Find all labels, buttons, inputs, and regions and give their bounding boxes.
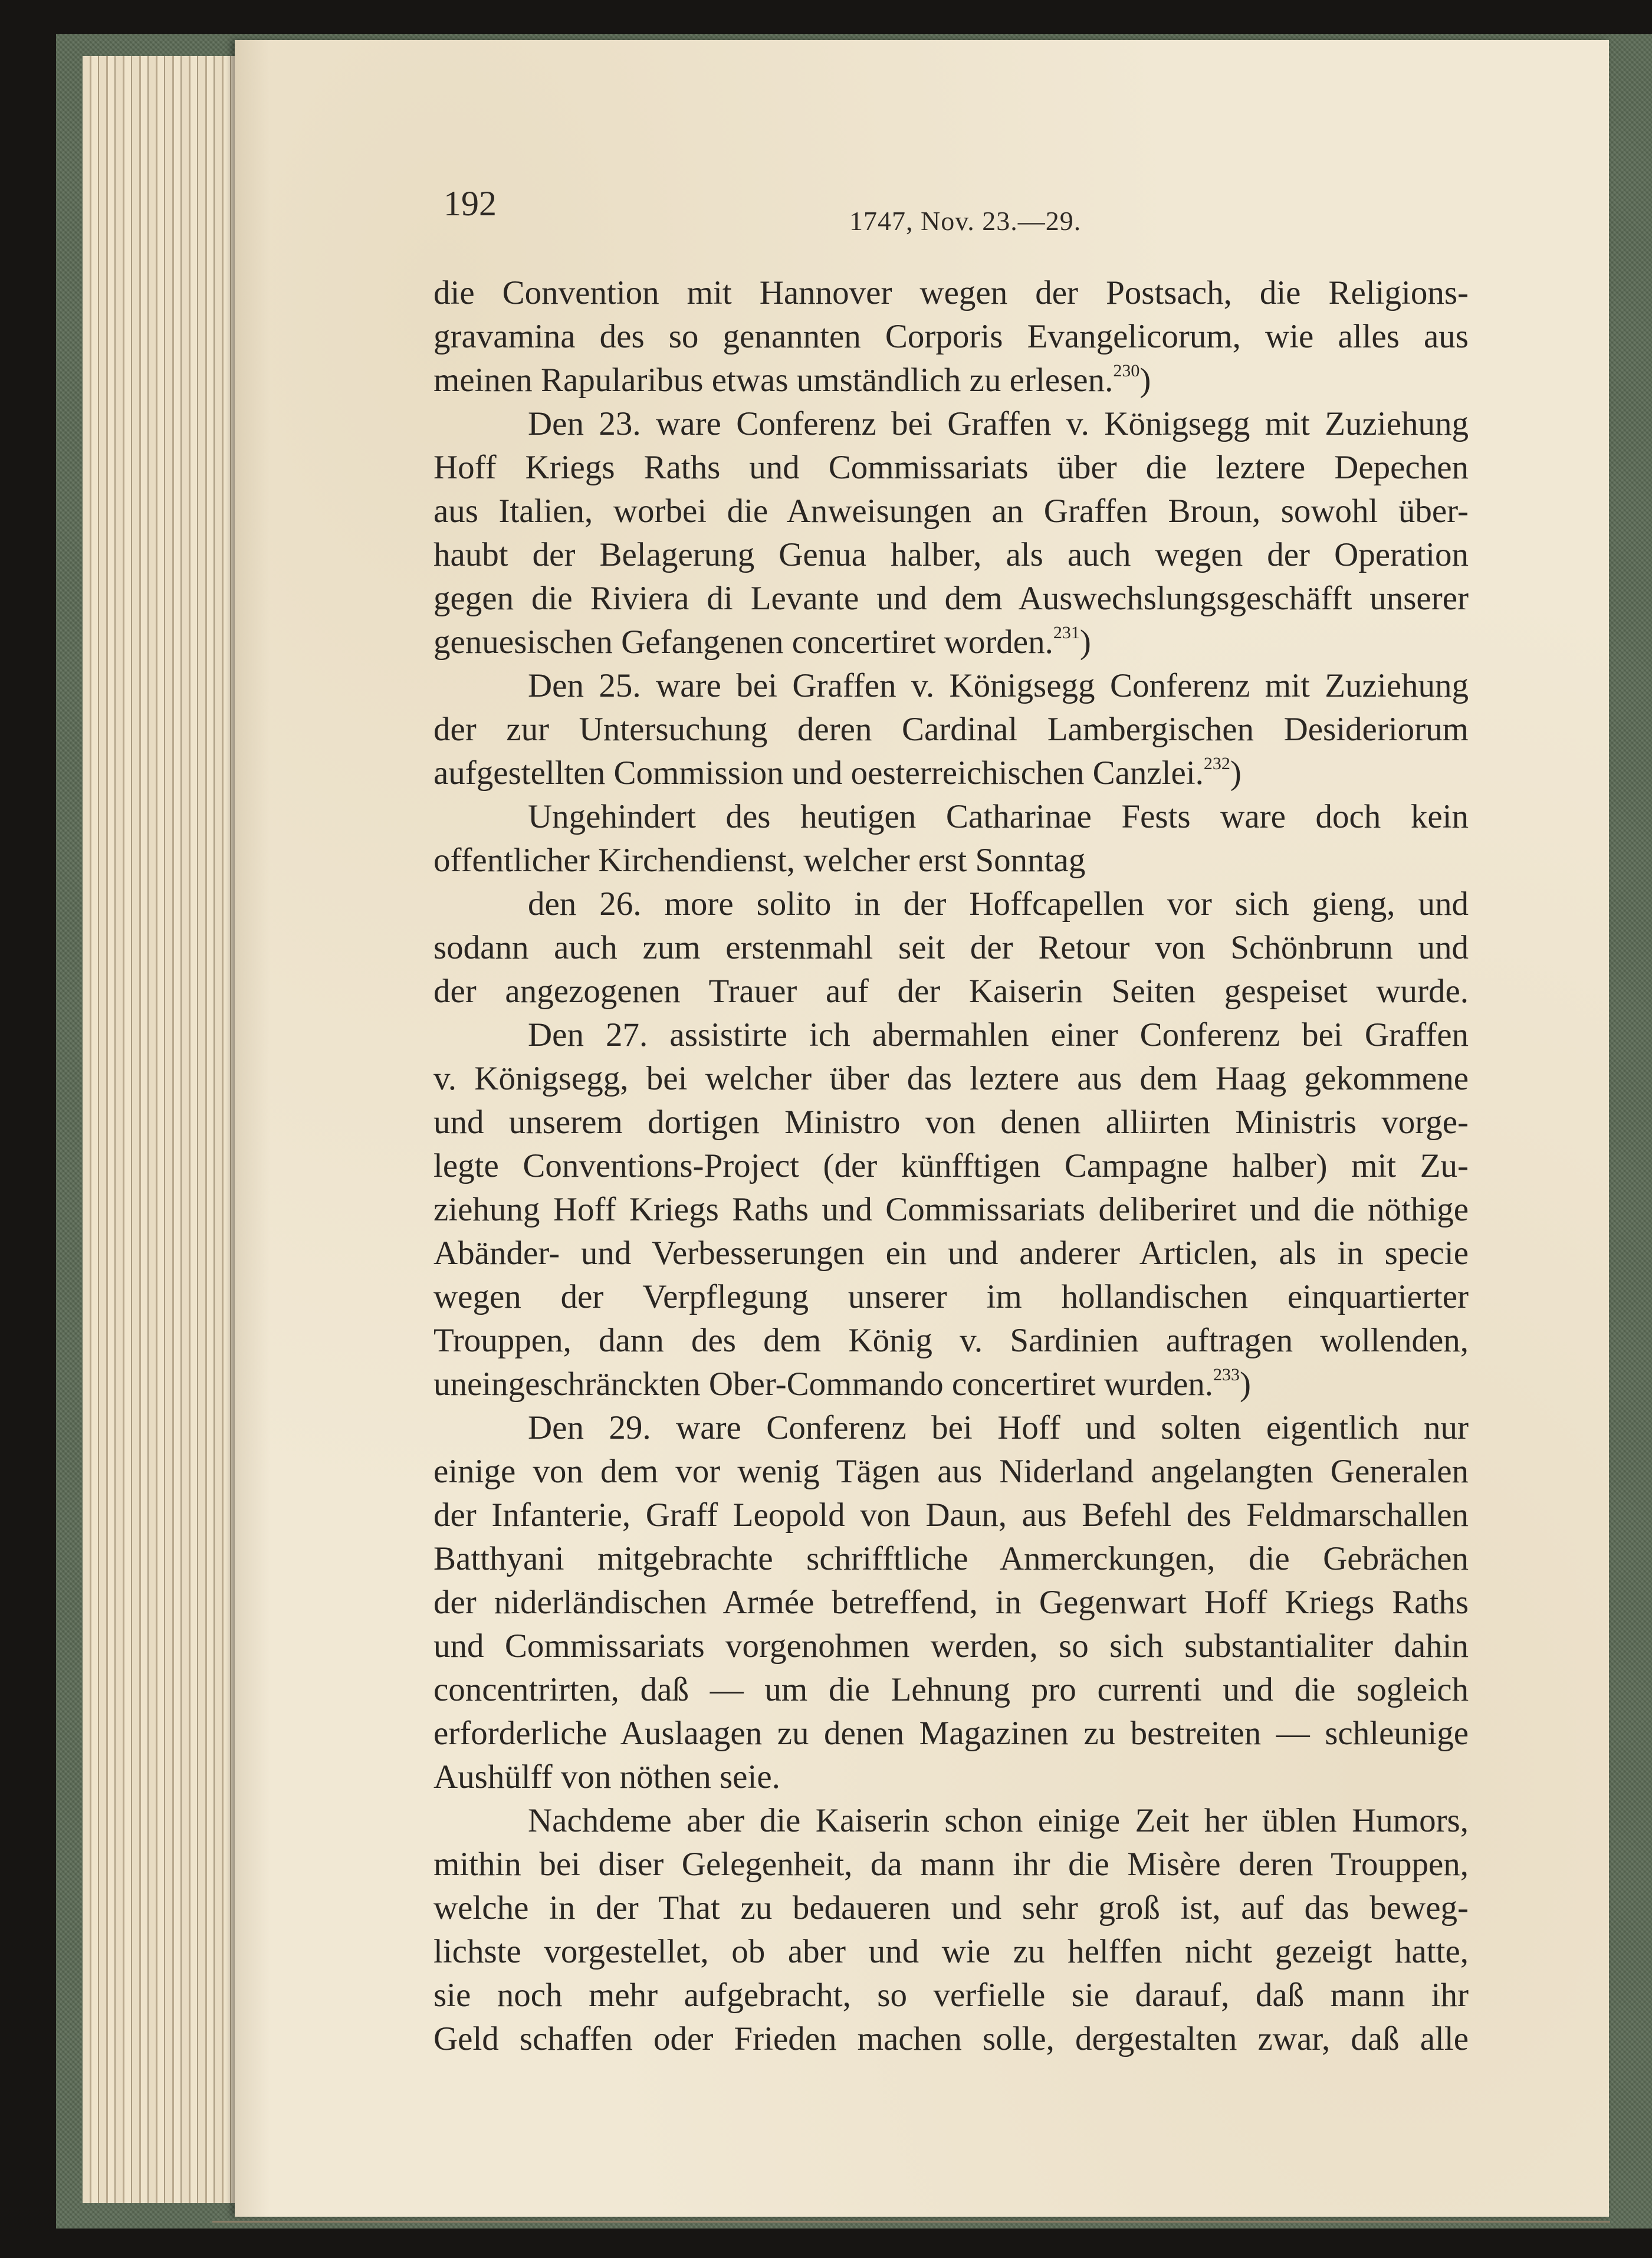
text-line xyxy=(433,1101,1469,1144)
text-line-content: offentlicher Kirchendienst, welcher erst Sonntag xyxy=(433,842,1086,879)
text-line-content: Nachdeme aber die Kaiserin schon einige Zeit her üblen Humors, xyxy=(528,1802,1469,1839)
text-line-content: gravamina des so genannten Corporis Evangelicorum, wie alles aus xyxy=(433,318,1469,355)
text-line-content: wegen der Verpflegung unserer im hollandischen einquartierter xyxy=(433,1278,1469,1315)
text-line xyxy=(433,577,1469,621)
text-line-content: der niderländischen Armée betreffend, in Gegenwart Hoff Kriegs Raths xyxy=(433,1584,1469,1621)
text-line xyxy=(433,1494,1469,1537)
page-number: 192 xyxy=(444,184,497,223)
text-line-content: Abänder- und Verbesserungen ein und anderer Articlen, als in specie xyxy=(433,1235,1469,1272)
text-line-content: Ungehindert des heutigen Catharinae Fests ware doch kein xyxy=(528,798,1469,835)
footnote-paren: ) xyxy=(1240,1366,1252,1403)
text-line xyxy=(433,1668,1469,1712)
text-line-content: und unserem dortigen Ministro von denen alliirten Ministris vorge- xyxy=(433,1104,1469,1141)
text-line xyxy=(433,621,1469,664)
text-line xyxy=(433,2017,1469,2061)
text-line-content: ziehung Hoff Kriegs Raths und Commissariats deliberiret und die nöthige xyxy=(433,1191,1469,1228)
text-line-content: sie noch mehr aufgebracht, so verfielle sie darauf, daß mann ihr xyxy=(433,1977,1469,2014)
text-line-content: sodann auch zum erstenmahl seit der Retour von Schönbrunn und xyxy=(433,929,1469,966)
text-line-content: Hoff Kriegs Raths und Commissariats über die leztere Depechen xyxy=(433,449,1469,486)
text-line xyxy=(433,359,1469,402)
text-line-content: Den 29. ware Conferenz bei Hoff und solten eigentlich nur xyxy=(528,1409,1469,1446)
footnote-marker: 231 xyxy=(1053,623,1080,642)
text-line-content: Den 23. ware Conferenz bei Graffen v. Königsegg mit Zuziehung xyxy=(528,405,1469,442)
text-line xyxy=(433,926,1469,970)
footnote-paren: ) xyxy=(1139,362,1151,399)
text-line xyxy=(433,664,1469,708)
text-line xyxy=(433,315,1469,359)
text-line xyxy=(433,1537,1469,1581)
text-line-content: aufgestellten Commission und oesterreichischen Canzlei. xyxy=(433,754,1204,792)
page-bottom-edge xyxy=(212,2221,1610,2223)
text-line-content: Trouppen, dann des dem König v. Sardinien auftragen wollenden, xyxy=(433,1322,1469,1359)
text-line-content: den 26. more solito in der Hoffcapellen vor sich gieng, und xyxy=(528,885,1469,923)
text-line xyxy=(433,1275,1469,1319)
text-line xyxy=(433,839,1469,882)
text-line xyxy=(433,533,1469,577)
text-line-content: Den 25. ware bei Graffen v. Königsegg Conferenz mit Zuziehung xyxy=(528,667,1469,704)
text-line xyxy=(433,490,1469,533)
text-line xyxy=(433,708,1469,751)
text-line-content: mithin bei diser Gelegenheit, da mann ihr die Misère deren Trouppen, xyxy=(433,1846,1469,1883)
text-line xyxy=(433,1057,1469,1101)
text-line xyxy=(433,1363,1469,1406)
body-text xyxy=(433,271,1469,2061)
text-line-content: Den 27. assistirte ich abermahlen einer Conferenz bei Graffen xyxy=(528,1016,1469,1053)
text-line xyxy=(433,1581,1469,1624)
text-line-content: uneingeschränckten Ober-Commando concertiret wurden. xyxy=(433,1366,1214,1403)
text-line-content: genuesischen Gefangenen concertiret worden. xyxy=(433,623,1053,661)
text-line xyxy=(433,402,1469,446)
text-line-content: Batthyani mitgebrachte schrifftliche Anmerckungen, die Gebrächen xyxy=(433,1540,1469,1577)
text-line xyxy=(433,970,1469,1013)
footnote-paren: ) xyxy=(1230,754,1242,792)
text-line xyxy=(433,1843,1469,1886)
text-line-content: gegen die Riviera di Levante und dem Auswechslungsgeschäfft unserer xyxy=(433,580,1469,617)
text-line xyxy=(433,751,1469,795)
text-line-content: legte Conventions-Project (der künfftigen Campagne halber) mit Zu- xyxy=(433,1147,1469,1184)
text-line xyxy=(433,446,1469,490)
footnote-marker: 232 xyxy=(1203,754,1230,773)
text-line xyxy=(433,1712,1469,1755)
text-line-content: lichste vorgestellet, ob aber und wie zu helffen nicht gezeigt hatte, xyxy=(433,1933,1469,1970)
text-line xyxy=(433,1755,1469,1799)
text-line xyxy=(433,795,1469,839)
page-edges xyxy=(83,56,254,2203)
text-line-content: der Infanterie, Graff Leopold von Daun, aus Befehl des Feldmarschallen xyxy=(433,1496,1469,1534)
text-line xyxy=(433,1013,1469,1057)
text-line-content: meinen Rapularibus etwas umständlich zu erlesen. xyxy=(433,362,1114,399)
text-line-content: welche in der That zu bedaueren und sehr groß ist, auf das beweg- xyxy=(433,1889,1469,1926)
text-line xyxy=(433,1624,1469,1668)
text-line-content: Geld schaffen oder Frieden machen solle, dergestalten zwar, daß alle xyxy=(433,2020,1469,2057)
text-line xyxy=(433,271,1469,315)
text-line xyxy=(433,1886,1469,1930)
text-line xyxy=(433,1974,1469,2017)
text-line-content: aus Italien, worbei die Anweisungen an Graffen Broun, sowohl über- xyxy=(433,493,1469,530)
text-line-content: der angezogenen Trauer auf der Kaiserin Seiten gespeiset wurde. xyxy=(433,973,1469,1010)
text-line-content: v. Königsegg, bei welcher über das leztere aus dem Haag gekommene xyxy=(433,1060,1469,1097)
text-line-content: erforderliche Auslaagen zu denen Magazinen zu bestreiten — schleunige xyxy=(433,1715,1469,1752)
footnote-paren: ) xyxy=(1079,623,1091,661)
text-line-content: einige von dem vor wenig Tägen aus Niderland angelangten Generalen xyxy=(433,1453,1469,1490)
text-line-content: die Convention mit Hannover wegen der Postsach, die Religions- xyxy=(433,274,1469,311)
text-line xyxy=(433,1406,1469,1450)
text-line-content: und Commissariats vorgenohmen werden, so sich substantialiter dahin xyxy=(433,1627,1469,1665)
text-line-content: der zur Untersuchung deren Cardinal Lambergischen Desideriorum xyxy=(433,711,1469,748)
text-line xyxy=(433,1144,1469,1188)
text-line xyxy=(433,1799,1469,1843)
footnote-marker: 233 xyxy=(1213,1365,1240,1384)
text-line xyxy=(433,1319,1469,1363)
text-line-content: concentrirten, daß — um die Lehnung pro currenti und die sogleich xyxy=(433,1671,1469,1708)
text-line-content: Aushülff von nöthen seie. xyxy=(433,1758,780,1796)
text-line xyxy=(433,1188,1469,1232)
running-head: 1747, Nov. 23.—29. xyxy=(849,206,1082,236)
text-line xyxy=(433,882,1469,926)
text-line-content: haubt der Belagerung Genua halber, als auch wegen der Operation xyxy=(433,536,1469,573)
text-line xyxy=(433,1930,1469,1974)
footnote-marker: 230 xyxy=(1113,361,1140,380)
text-line xyxy=(433,1232,1469,1275)
text-line xyxy=(433,1450,1469,1494)
